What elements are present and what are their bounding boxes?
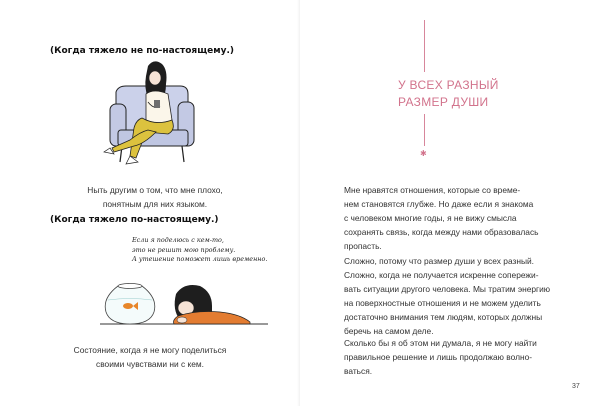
- girl-with-fishbowl-illustration: [100, 270, 270, 334]
- caption-line: своими чувствами ни с кем.: [96, 359, 204, 369]
- text-line: Сложно, когда не получается искренне сопережи-: [344, 270, 539, 280]
- text-line: вать ситуации другого человека. Мы тратим энергию: [344, 284, 551, 294]
- text-line: нем становятся глубже. Но даже если я знакома: [344, 199, 534, 209]
- girl-in-armchair-illustration: [96, 60, 206, 172]
- paragraph-1: [344, 183, 560, 253]
- asterisk-ornament-icon: ✱: [420, 149, 427, 158]
- text-line: пропасть.: [344, 241, 382, 251]
- text-line: сохранять связь, когда между нами образовалась: [344, 227, 539, 237]
- label-really-hard: (Когда тяжело по-настоящему.): [50, 215, 219, 225]
- text-line: достаточно внимания тем людям, которых должны: [344, 312, 543, 322]
- paragraph-2: [344, 254, 560, 338]
- handwritten-note: [132, 236, 282, 265]
- text-line: на поверхностные отношения и не можем уделить: [344, 298, 541, 308]
- caption-line: понятным для них языком.: [102, 199, 208, 209]
- paragraph-3: [344, 336, 560, 378]
- caption-complaining: [60, 183, 250, 211]
- text-line: Сколько бы я об этом ни думала, я не могу найти: [344, 338, 537, 348]
- note-line: А утешение поможет лишь временно.: [132, 255, 268, 263]
- text-line: ваться.: [344, 366, 373, 376]
- note-line: это не решит мою проблему.: [132, 245, 236, 254]
- caption-line: Ныть другим о том, что мне плохо,: [87, 185, 223, 195]
- chapter-heading: [398, 77, 499, 111]
- heading-line: РАЗМЕР ДУШИ: [398, 95, 489, 109]
- caption-cannot-share: [40, 343, 260, 371]
- note-line: Если я поделюсь с кем-то,: [132, 236, 224, 244]
- heading-line: У ВСЕХ РАЗНЫЙ: [398, 78, 499, 92]
- text-line: с человеком многие годы, я не вижу смысла: [344, 213, 517, 223]
- heading-rule-top: [424, 20, 425, 72]
- text-line: Сложно, потому что размер души у всех разный.: [344, 256, 535, 266]
- text-line: Мне нравятся отношения, которые со време-: [344, 185, 521, 195]
- page-number: 37: [572, 383, 580, 390]
- heading-rule-bottom: [424, 114, 425, 146]
- label-not-really-hard: (Когда тяжело не по-настоящему.): [50, 46, 234, 56]
- text-line: беречь на самом деле.: [344, 326, 434, 336]
- caption-line: Состояние, когда я не могу поделиться: [73, 345, 227, 355]
- text-line: правильное решение и лишь продолжаю волно-: [344, 352, 533, 362]
